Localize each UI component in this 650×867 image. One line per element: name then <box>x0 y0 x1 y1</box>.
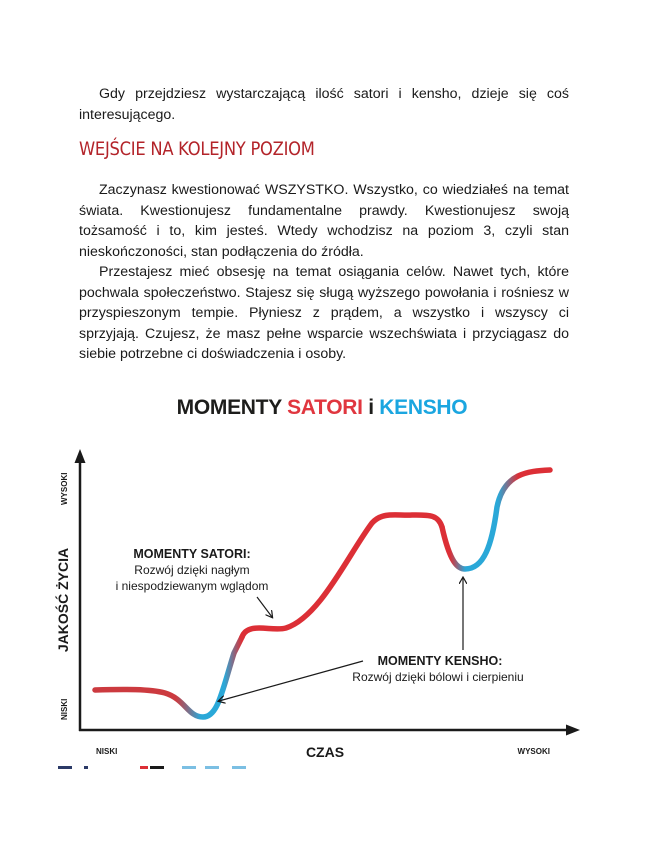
life-curve-start <box>95 637 242 717</box>
life-curve-middle <box>242 515 442 637</box>
title-part-kensho: KENSHO <box>379 396 468 419</box>
satori-line-2: i niespodziewanym wglądom <box>115 579 269 593</box>
satori-line-1: Rozwój dzięki nagłym <box>134 563 250 577</box>
title-part-i: i <box>362 396 380 419</box>
diagram-title <box>177 396 468 419</box>
satori-arrow <box>257 597 272 617</box>
life-curve-end <box>442 470 550 569</box>
intro-paragraph <box>79 84 569 125</box>
x-axis-arrow-icon <box>566 725 580 736</box>
footer-decoration <box>58 766 246 769</box>
paragraph-1: Zaczynasz kwestionować WSZYSTKO. Wszystko, co wiedziałeś na temat świata. Kwestionujesz fundamentalne prawdy. Kwestionujesz swoją tożsamość i to, kim jesteś. Wtedy wchodzisz na poziom 3, czyli stan nieskończoności, stan podłączenia do źródła. <box>79 182 569 260</box>
x-axis-high-label: WYSOKI <box>517 747 550 756</box>
y-axis-high-label: WYSOKI <box>60 472 69 505</box>
section-heading: WEJŚCIE NA KOLEJNY POZIOM <box>79 138 315 160</box>
paragraph-2: Przestajesz mieć obsesję na temat osiągania celów. Nawet tych, które pochwala społeczeństwo. Stajesz się sługą wyższego powołania i rośniesz w przyspieszonym tempie. Płyniesz z prądem, a wszystko i wszyscy ci sprzyjają. Czujesz, że masz pełne wsparcie wszechświata i przyciągasz do siebie potrzebne ci doświadczenia i osoby. <box>79 264 569 362</box>
kensho-arrow-left <box>219 661 363 701</box>
body-text <box>79 180 569 365</box>
title-part-momenty: MOMENTY <box>176 396 288 419</box>
y-axis-title: JAKOŚĆ ŻYCIA <box>55 547 71 653</box>
kensho-heading: MOMENTY KENSHO: <box>377 654 503 668</box>
satori-kensho-diagram <box>0 385 650 785</box>
kensho-line-1: Rozwój dzięki bólowi i cierpieniu <box>352 670 524 684</box>
intro-text: Gdy przejdziesz wystarczającą ilość satori i kensho, dzieje się coś interesującego. <box>79 86 569 123</box>
satori-heading: MOMENTY SATORI: <box>133 547 251 561</box>
y-axis-arrow-icon <box>75 449 86 463</box>
y-axis-low-label: NISKI <box>60 698 69 720</box>
title-part-satori: SATORI <box>287 396 363 419</box>
x-axis-low-label: NISKI <box>96 747 118 756</box>
x-axis-title: CZAS <box>305 744 345 760</box>
